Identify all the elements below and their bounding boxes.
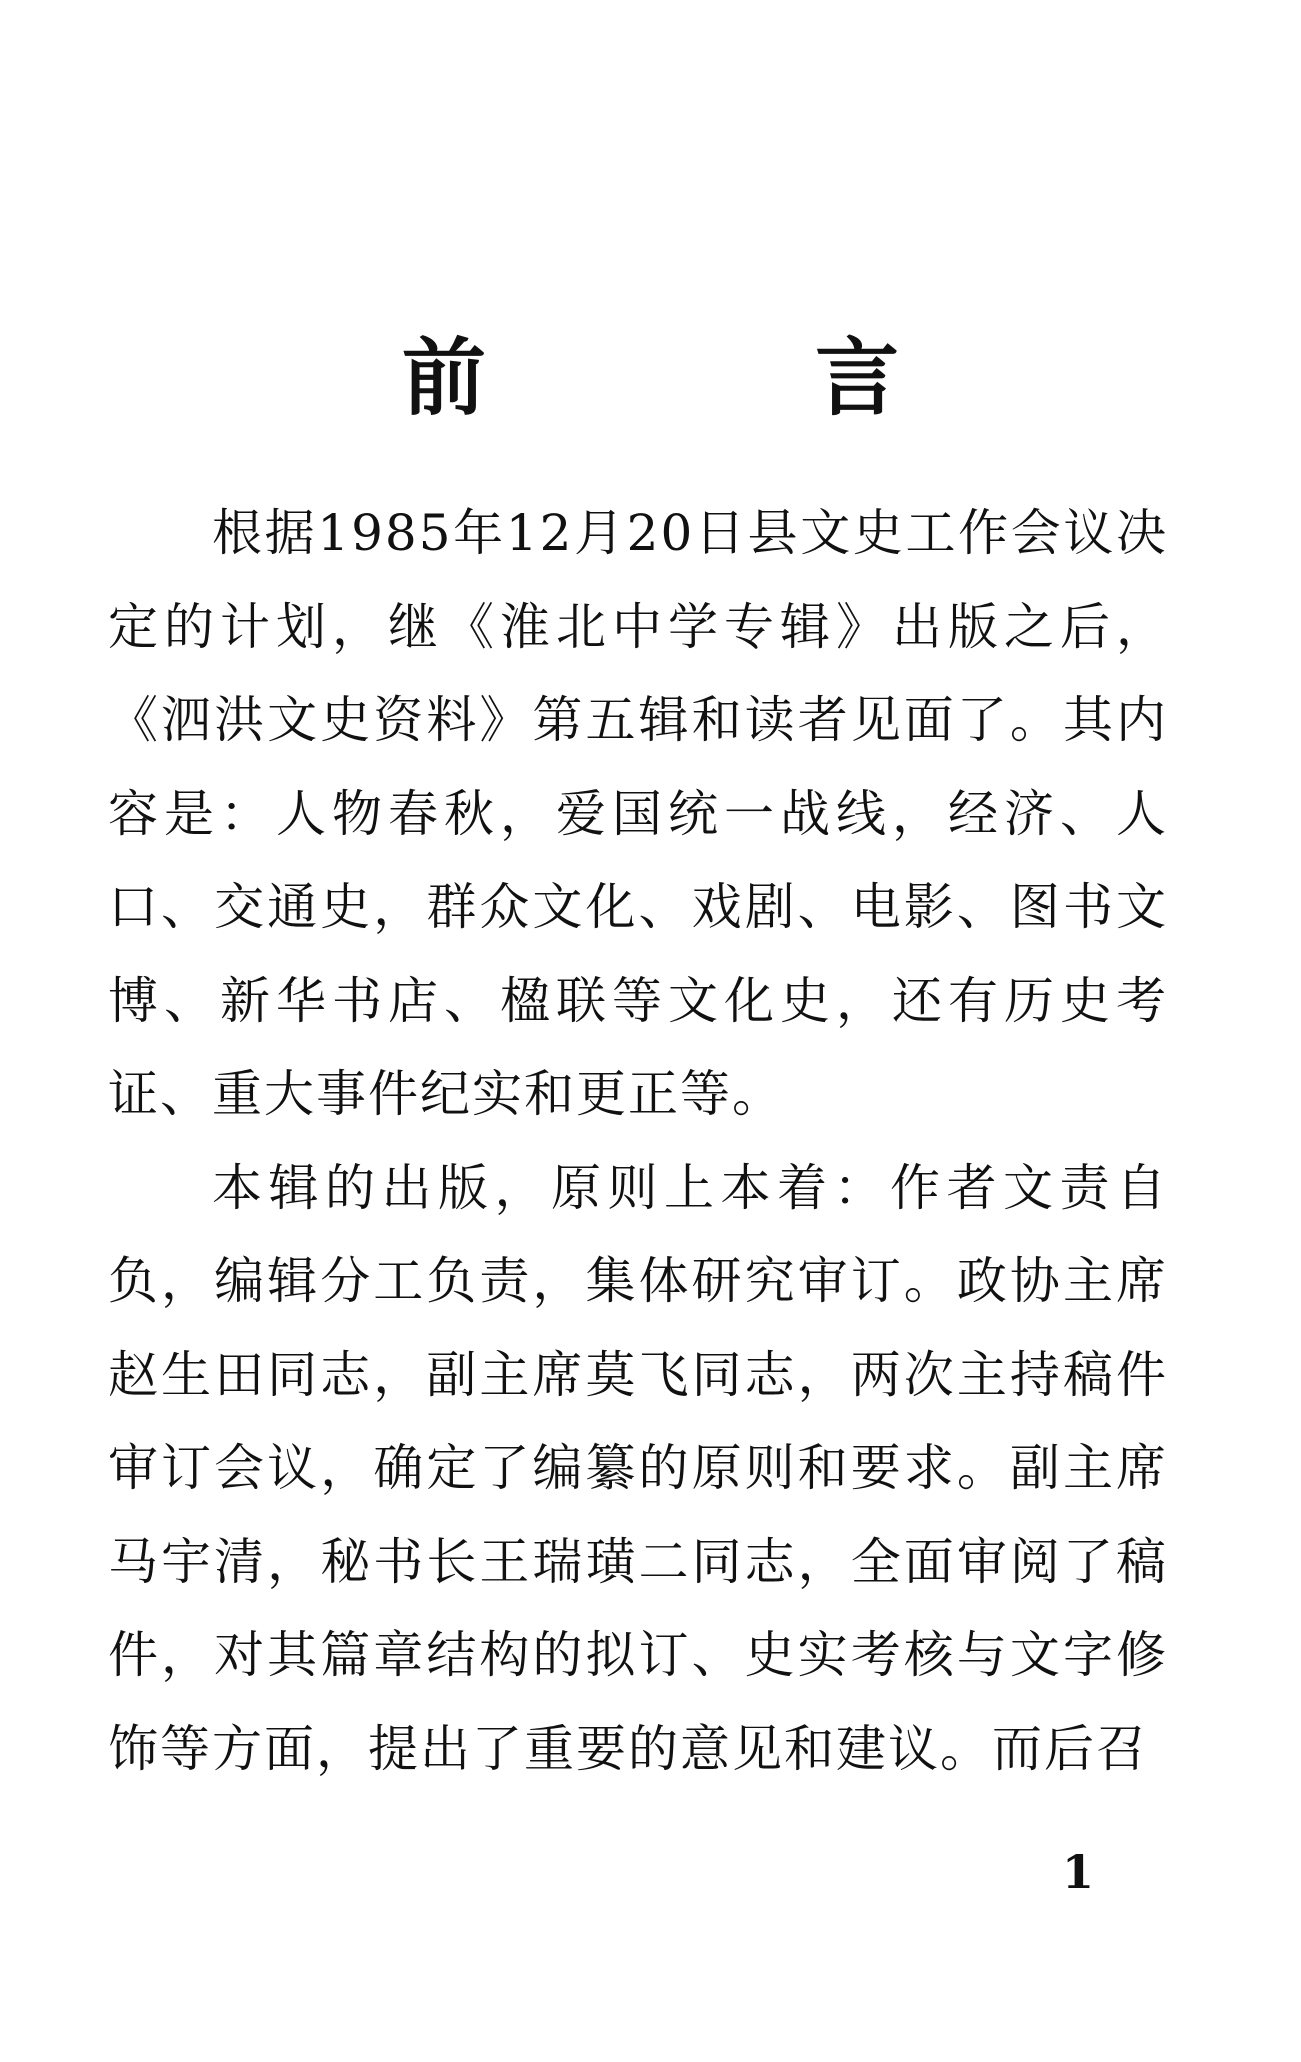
page-number: 1 — [1062, 1845, 1095, 1899]
body-text — [108, 487, 1168, 1796]
page-title: 前 言 — [401, 329, 1050, 427]
paragraph-1: 根据1985年12月20日县文史工作会议决定的计划，继《淮北中学专辑》出版之后，《泗洪文史资料》第五辑和读者见面了。其内容是：人物春秋，爱国统一战线，经济、人口、交通史，群众文化、戏剧、电影、图书文博、新华书店、楹联等文化史，还有历史考证、重大事件纪实和更正等。 — [108, 504, 1168, 1123]
paragraph-2: 本辑的出版，原则上本着：作者文责自负，编辑分工负责，集体研究审订。政协主席赵生田同志，副主席莫飞同志，两次主持稿件审订会议，确定了编纂的原则和要求。副主席马宇清，秘书长王瑞璜二同志，全面审阅了稿件，对其篇章结构的拟订、史实考核与文字修饰等方面，提出了重要的意见和建议。而后召 — [108, 1158, 1168, 1778]
